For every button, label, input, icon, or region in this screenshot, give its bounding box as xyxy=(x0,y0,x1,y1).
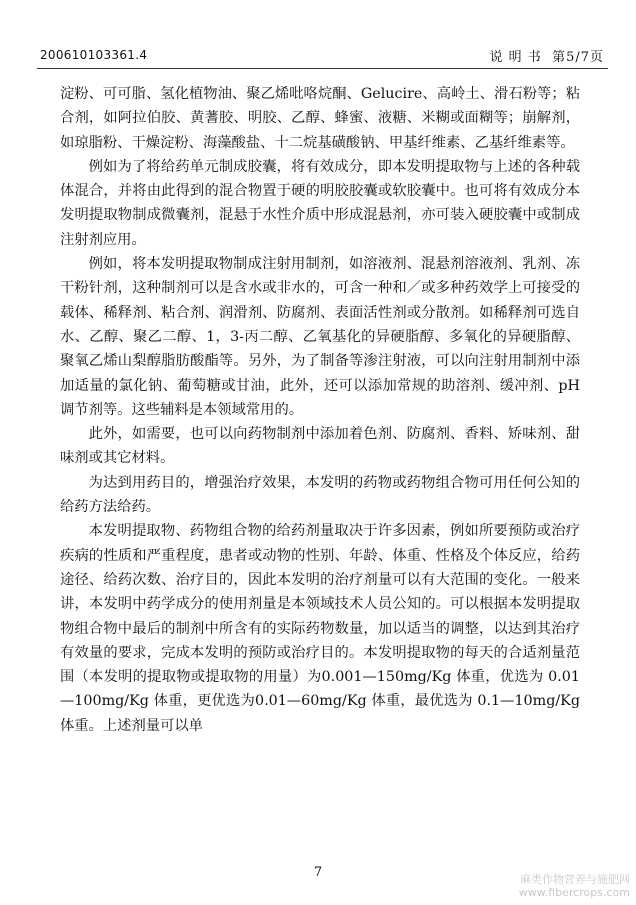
watermark-url: www.fibercrops.com xyxy=(518,886,630,899)
watermark-site-name: 麻类作物营养与施肥网 xyxy=(520,873,630,886)
watermark xyxy=(519,873,630,899)
paragraph-2: 例如为了将给药单元制成胶囊，将有效成分，即本发明提取物与上述的各种载体混合，并将由此得到的混合物置于硬的明胶胶囊或软胶囊中。也可将有效成分本发明提取物制成微囊剂，混悬于水性介质中形成混悬剂，亦可装入硬胶囊中或制成注射剂应用。 xyxy=(60,158,580,248)
page-number: 7 xyxy=(313,865,323,880)
paragraph-4: 此外，如需要，也可以向药物制剂中添加着色剂、防腐剂、香料、矫味剂、甜味剂或其它材料。 xyxy=(60,426,580,467)
paragraph-1: 淀粉、可可脂、氢化植物油、聚乙烯吡咯烷酮、Gelucire、高岭土、滑石粉等；粘合剂，如阿拉伯胶、黄蓍胶、明胶、乙醇、蜂蜜、液糖、米糊或面糊等；崩解剂，如琼脂粉、干燥淀粉、海藻酸盐、十二烷基磺酸钠、甲基纤维素、乙基纤维素等。 xyxy=(60,86,580,151)
page-header xyxy=(40,46,604,66)
paragraph-6: 本发明提取物、药物组合物的给药剂量取决于许多因素，例如所要预防或治疗疾病的性质和严重程度，患者或动物的性别、年龄、体重、性格及个体反应，给药途径、给药次数、治疗目的，因此本发明的治疗剂量可以有大范围的变化。一般来讲，本发明中药学成分的使用剂量是本领域技术人员公知的。可以根据本发明提取物组合物中最后的制剂中所含有的实际药物数量，加以适当的调整，以达到其治疗有效量的要求，完成本发明的预防或治疗目的。本发明提取物的每天的合适剂量范围（本发明的提取物或提取物的用量）为0.001—150mg/Kg 体重，优选为 0.01—100mg/Kg 体重，更优选为0.01—60mg/Kg 体重，最优选为 0.1—10mg/Kg 体重。上述剂量可以单 xyxy=(60,523,580,734)
page-indicator: 第5/7页 xyxy=(552,50,604,65)
header-label xyxy=(490,46,604,65)
document-body xyxy=(60,82,580,738)
application-number: 200610103361.4 xyxy=(40,48,148,62)
header-divider xyxy=(37,68,608,69)
paragraph-3: 例如，将本发明提取物制成注射用制剂，如溶液剂、混悬剂溶液剂、乳剂、冻干粉针剂，这种制剂可以是含水或非水的，可含一种和／或多种药效学上可接受的载体、稀释剂、粘合剂、润滑剂、防腐剂、表面活性剂或分散剂。如稀释剂可选自水、乙醇、聚乙二醇、1，3-丙二醇、乙氧基化的异硬脂醇、多氧化的异硬脂醇、聚氧乙烯山梨醇脂肪酸酯等。另外，为了制备等渗注射液，可以向注射用制剂中添加适量的氯化钠、葡萄糖或甘油，此外，还可以添加常规的助溶剂、缓冲剂、pH 调节剂等。这些辅料是本领域常用的。 xyxy=(60,256,580,418)
paragraph-5: 为达到用药目的，增强治疗效果，本发明的药物或药物组合物可用任何公知的给药方法给药。 xyxy=(60,474,580,516)
document-type-label: 说 明 书 xyxy=(489,50,542,65)
